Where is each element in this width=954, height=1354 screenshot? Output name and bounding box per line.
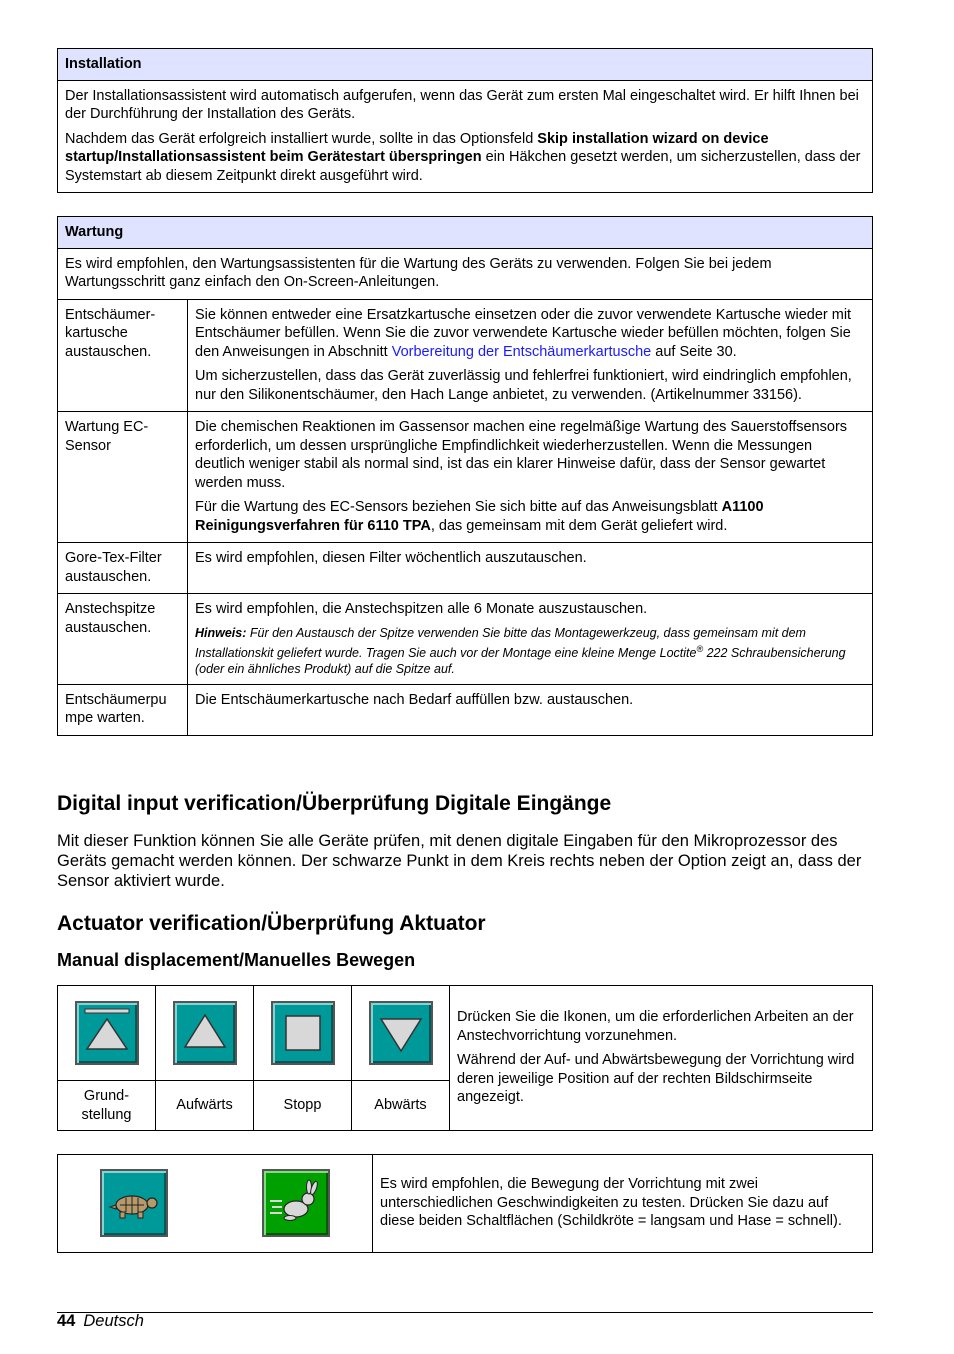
turtle-icon [102,1171,166,1235]
footer-divider [57,1312,873,1313]
row-label: Entschäumerpu mpe warten. [58,684,188,735]
installation-table [57,48,873,193]
section-link[interactable]: Vorbereitung der Entschäumerkartusche [391,343,652,360]
home-button[interactable] [75,1001,139,1065]
row-label: Anstechspitze austauschen. [58,594,188,685]
button-label: Grund-stellung [58,1081,156,1131]
table-row [58,543,873,594]
buttons-description: Drücken Sie die Ikonen, um die erforderlichen Arbeiten an der Anstechvorrichtung vorzunehmen. Während der Auf- und Abwärtsbewegung der Vorrichtung wird deren jeweilige Position auf der rechten Bildschirmseite angezeigt. [450,986,873,1131]
table-row [58,412,873,543]
stop-button[interactable] [271,1001,335,1065]
digital-input-heading: Digital input verification/Überprüfung Digitale Eingänge [57,792,612,815]
down-button[interactable] [369,1001,433,1065]
row-label: Wartung EC-Sensor [58,412,188,543]
page-footer [57,1312,144,1331]
row-content: Es wird empfohlen, diesen Filter wöchentlich auszutauschen. [188,543,873,594]
button-label: Aufwärts [156,1081,254,1131]
footer-language: Deutsch [83,1312,144,1330]
rabbit-button[interactable] [262,1169,330,1237]
manual-buttons-table [57,985,873,1131]
row-content: Die Entschäumerkartusche nach Bedarf auffüllen bzw. austauschen. [188,684,873,735]
installation-title: Installation [58,49,873,81]
up-button[interactable] [173,1001,237,1065]
arrow-up-icon [175,1003,235,1063]
row-label: Gore-Tex-Filter austauschen. [58,543,188,594]
stop-icon [273,1003,333,1063]
row-content: Die chemischen Reaktionen im Gassensor machen eine regelmäßige Wartung des Sauerstoffsensors erforderlich, um dessen ursprüngliche Empfindlichkeit wiederherzustellen. Wenn die Messungen deutlich weniger stabil als normal sind, ist das ein klarer Hinweise dafür, dass der Sensor gewartet werden muss. Für die Wartung des EC-Sensors beziehen Sie sich bitte auf das Anweisungsblatt A1100 Reinigungsverfahren für 6110 TPA, das gemeinsam mit dem Gerät geliefert wird. [188,412,873,543]
turtle-button[interactable] [100,1169,168,1237]
manual-displacement-heading: Manual displacement/Manuelles Bewegen [57,950,416,970]
row-label: Entschäumer-kartusche austauschen. [58,299,188,412]
button-label: Abwärts [352,1081,450,1131]
actuator-heading: Actuator verification/Überprüfung Aktuator [57,912,486,935]
row-content: Sie können entweder eine Ersatzkartusche einsetzen oder die zuvor verwendete Kartusche wieder mit Entschäumer befüllen. Wenn Sie die zuvor verwendete Kartusche wieder befüllen möchten, folgen Sie den Anweisungen in Abschnitt Vorbereitung der Entschäumerkartusche auf Seite 30. Um sicherzustellen, dass das Gerät zuverlässig und fehlerfrei funktioniert, wird eindringlich empfohlen, nur den Silikonentschäumer, den Hach Lange anbietet, zu verwenden. (Artikelnummer 33156). [188,299,873,412]
speed-description: Es wird empfohlen, die Bewegung der Vorrichtung mit zwei unterschiedlichen Geschwindigkeiten zu testen. Drücken Sie dazu auf diese beiden Schaltflächen (Schildkröte = langsam und Hase = schnell). [373,1155,873,1253]
wartung-table [57,216,873,736]
digital-input-text: Mit dieser Funktion können Sie alle Geräte prüfen, mit denen digitale Eingaben für den Mikroprozessor des Geräts gemacht werden können. Der schwarze Punkt in dem Kreis rechts neben der Option zeigt an, dass der Sensor aktiviert wurde. [57,832,862,890]
installation-paragraph-2: Nachdem das Gerät erfolgreich installiert wurde, sollte in das Optionsfeld Skip installation wizard on device startup/Installationsassistent beim Gerätestart überspringen ein Häkchen gesetzt werden, um sicherzustellen, dass der Systemstart ab diesem Zeitpunkt direkt ausgeführt wird. [65,130,861,184]
installation-paragraph-1: Der Installationsassistent wird automatisch aufgerufen, wenn das Gerät zum ersten Mal eingeschaltet wird. Er hilft Ihnen bei der Durchführung der Installation des Geräts. [65,87,859,122]
rabbit-icon [264,1171,328,1235]
row-content: Es wird empfohlen, die Anstechspitzen alle 6 Monate auszustauschen. Hinweis: Für den Austausch der Spitze verwenden Sie bitte das Montagewerkzeug, dass gemeinsam mit dem Installationskit geliefert wurde. Tragen Sie auch vor der Montage eine kleine Menge Loctite® 222 Schraubensicherung (oder ein ähnliches Produkt) auf die Spitze auf. [188,594,873,685]
button-label: Stopp [254,1081,352,1131]
wartung-title: Wartung [58,217,873,249]
home-icon [77,1003,137,1063]
note: Hinweis: Für den Austausch der Spitze verwenden Sie bitte das Montagewerkzeug, dass gemeinsam mit dem Installationskit geliefert wurde. Tragen Sie auch vor der Montage eine kleine Menge Loctite® 222 Schraubensicherung (oder ein ähnliches Produkt) auf die Spitze auf. [195,625,846,676]
wartung-intro: Es wird empfohlen, den Wartungsassistenten für die Wartung des Geräts zu verwenden. Folgen Sie bei jedem Wartungsschritt ganz einfach den On-Screen-Anleitungen. [58,248,873,299]
page-number: 44 [57,1312,76,1330]
table-row [58,299,873,412]
installation-body [58,80,873,193]
table-row [58,684,873,735]
arrow-down-icon [371,1003,431,1063]
table-row [58,594,873,685]
speed-table [57,1154,873,1253]
